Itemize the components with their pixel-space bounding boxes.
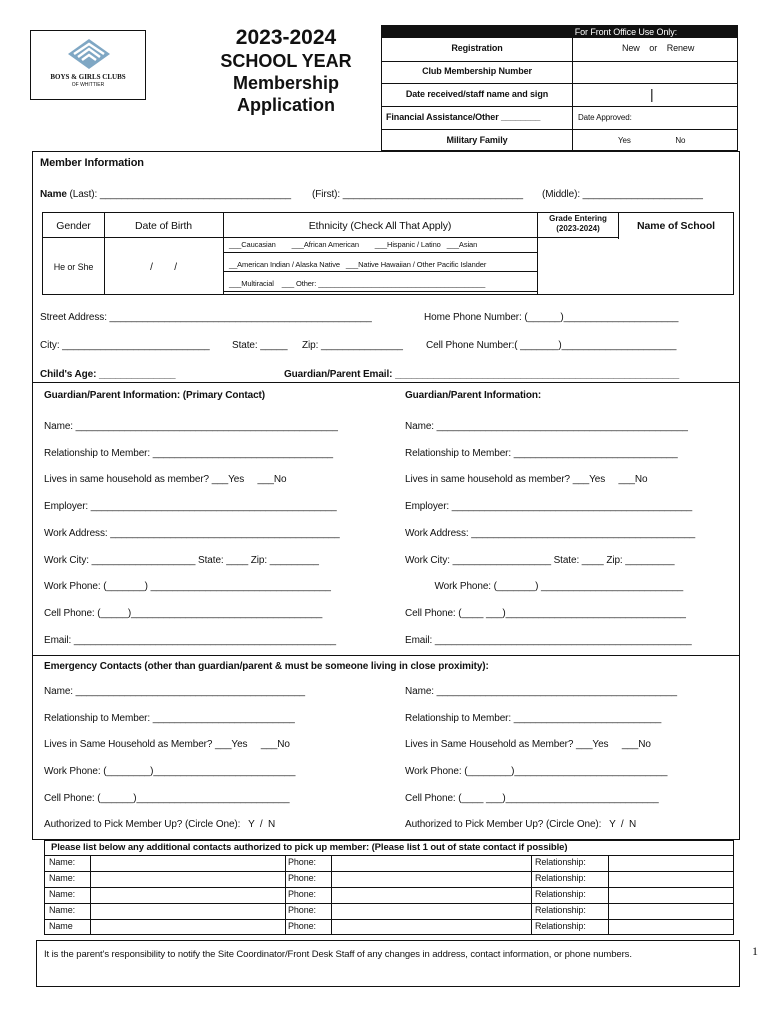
pickup-row-5-relationship: Relationship: xyxy=(535,921,586,931)
office-row-2-label: Club Membership Number xyxy=(422,66,532,76)
col-school: Name of School xyxy=(637,220,715,232)
pickup-row-5-phone: Phone: xyxy=(288,921,316,931)
col-ethnicity: Ethnicity (Check All That Apply) xyxy=(308,220,452,232)
guardian-1-cell-phone[interactable]: Cell Phone: (_____)___________________________________ xyxy=(44,608,323,619)
guardian-2-employer[interactable]: Employer: ____________________________________________ xyxy=(405,501,693,512)
pickup-row-1-phone: Phone: xyxy=(288,857,316,867)
guardian-email-field[interactable]: Guardian/Parent Email: ____________________________________________________ xyxy=(284,369,680,380)
zip-field[interactable]: Zip: _______________ xyxy=(302,340,403,351)
emergency-heading: Emergency Contacts (other than guardian/parent & must be someone living in close proximity): xyxy=(44,661,489,672)
guardian-1-relationship[interactable]: Relationship to Member: _________________________________ xyxy=(44,448,333,459)
emergency-1-name[interactable]: Name: __________________________________________ xyxy=(44,686,306,697)
emergency-1-relationship[interactable]: Relationship to Member: __________________________ xyxy=(44,713,295,724)
guardian-2-name[interactable]: Name: ______________________________________________ xyxy=(405,421,688,432)
office-row-3-value[interactable]: | xyxy=(650,86,654,102)
emergency-1-work-phone[interactable]: Work Phone: (________)__________________________ xyxy=(44,766,296,777)
pickup-row-4-name: Name: xyxy=(49,905,76,915)
pickup-row-3-name: Name: xyxy=(49,889,76,899)
guardian-1-work-phone[interactable]: Work Phone: (_______) _________________________________ xyxy=(44,581,331,592)
guardian-2-work-phone[interactable]: Work Phone: (_______) __________________________ xyxy=(405,581,684,592)
title-block xyxy=(196,26,376,116)
emergency-1-cell-phone[interactable]: Cell Phone: (______)____________________________ xyxy=(44,793,290,804)
pickup-row-2-relationship: Relationship: xyxy=(535,873,586,883)
pickup-row-1-name: Name: xyxy=(49,857,76,867)
boys-girls-club-logo-icon xyxy=(64,37,114,71)
last-name-field[interactable]: (Last): ___________________________________ xyxy=(69,189,292,200)
logo-text-2: OF WHITTIER xyxy=(71,82,105,88)
home-phone-field[interactable]: Home Phone Number: (______)_____________________ xyxy=(424,312,679,323)
pickup-row-3-phone: Phone: xyxy=(288,889,316,899)
office-row-1-label: Registration xyxy=(451,43,503,53)
guardian-1-work-address[interactable]: Work Address: __________________________________________ xyxy=(44,528,340,539)
col-gender: Gender xyxy=(56,220,91,232)
pickup-row-4-phone: Phone: xyxy=(288,905,316,915)
dob-value[interactable]: / / xyxy=(150,262,177,273)
guardian-2-relationship[interactable]: Relationship to Member: ______________________________ xyxy=(405,448,678,459)
title-year: 2023-2024 xyxy=(235,26,337,49)
emergency-2-household[interactable]: Lives in Same Household as Member? ___Yes ___No xyxy=(405,739,651,750)
office-row-4-label: Financial Assistance/Other ________ xyxy=(386,112,541,122)
emergency-2-cell-phone[interactable]: Cell Phone: (____ ___)____________________________ xyxy=(405,793,659,804)
pickup-heading: Please list below any additional contacts authorized to pick up member: (Please list 1 out of state contact if possible) xyxy=(51,842,568,853)
logo-box xyxy=(30,30,146,100)
title-line2: SCHOOL YEAR xyxy=(220,51,352,71)
page-number: 1 xyxy=(752,944,758,958)
emergency-1-authorized[interactable]: Authorized to Pick Member Up? (Circle One): Y / N xyxy=(44,819,276,830)
state-field[interactable]: State: _____ xyxy=(232,340,288,351)
pickup-row-5-name: Name xyxy=(49,921,73,931)
guardian-2-household[interactable]: Lives in same household as member? ___Yes ___No xyxy=(405,474,648,485)
footer-note: It is the parent's responsibility to notify the Site Coordinator/Front Desk Staff of any changes in address, contact information, or phone numbers. xyxy=(44,949,632,960)
first-name-field[interactable]: (First): _________________________________ xyxy=(312,189,523,200)
child-age-field[interactable]: Child's Age: ______________ xyxy=(40,369,176,380)
name-label: Name xyxy=(40,189,67,200)
title-line4: Application xyxy=(237,95,335,115)
logo-text-1: BOYS & GIRLS CLUBS xyxy=(50,73,126,81)
cell-phone-field[interactable]: Cell Phone Number:( _______)_____________________ xyxy=(426,340,677,351)
guardian-2-work-city[interactable]: Work City: __________________ State: ____ Zip: _________ xyxy=(405,555,675,566)
ethnicity-row-2[interactable]: __American Indian / Alaska Native ___Native Hawaiian / Other Pacific Islander xyxy=(229,260,487,269)
member-table xyxy=(42,212,734,295)
pickup-row-2-name: Name: xyxy=(49,873,76,883)
ethnicity-row-3[interactable]: ___Multiracial ___ Other: _________________________________________ xyxy=(229,279,486,288)
emergency-2-work-phone[interactable]: Work Phone: (________)____________________________ xyxy=(405,766,668,777)
street-address-field[interactable]: Street Address: ________________________________________________ xyxy=(40,312,372,323)
pickup-row-3-relationship: Relationship: xyxy=(535,889,586,899)
guardian-2-work-address[interactable]: Work Address: _________________________________________ xyxy=(405,528,696,539)
emergency-2-relationship[interactable]: Relationship to Member: ___________________________ xyxy=(405,713,662,724)
col-grade: Grade Entering (2023-2024) xyxy=(549,214,607,233)
office-row-4-value[interactable]: Date Approved: xyxy=(578,113,632,122)
name-row xyxy=(40,189,291,200)
office-row-5-value[interactable]: Yes No xyxy=(618,136,686,145)
city-field[interactable]: City: ___________________________ xyxy=(40,340,210,351)
office-row-5-label: Military Family xyxy=(446,135,508,145)
middle-name-field[interactable]: (Middle): ______________________ xyxy=(542,189,703,200)
guardian-1-email[interactable]: Email: ________________________________________________ xyxy=(44,635,337,646)
guardian-1-employer[interactable]: Employer: _____________________________________________ xyxy=(44,501,337,512)
member-heading: Member Information xyxy=(40,157,144,169)
pickup-row-2-phone: Phone: xyxy=(288,873,316,883)
guardian-left-heading: Guardian/Parent Information: (Primary Contact) xyxy=(44,390,265,401)
guardian-1-work-city[interactable]: Work City: ___________________ State: ____ Zip: _________ xyxy=(44,555,319,566)
office-row-3-label: Date received/staff name and sign xyxy=(405,89,549,99)
pickup-table xyxy=(44,840,734,935)
emergency-2-name[interactable]: Name: ____________________________________________ xyxy=(405,686,677,697)
pickup-row-4-relationship: Relationship: xyxy=(535,905,586,915)
gender-value[interactable]: He or She xyxy=(53,262,94,272)
col-dob: Date of Birth xyxy=(134,220,193,232)
title-line3: Membership xyxy=(232,73,340,93)
emergency-1-household[interactable]: Lives in Same Household as Member? ___Yes ___No xyxy=(44,739,290,750)
office-row-1-value[interactable]: New or Renew xyxy=(622,43,695,53)
pickup-row-1-relationship: Relationship: xyxy=(535,857,586,867)
footer-note-box xyxy=(36,940,740,987)
ethnicity-row-1[interactable]: ___Caucasian ___African American ___Hispanic / Latino ___Asian xyxy=(229,240,478,249)
office-header-text: For Front Office Use Only: xyxy=(574,27,677,37)
guardian-1-household[interactable]: Lives in same household as member? ___Yes ___No xyxy=(44,474,287,485)
guardian-right-heading: Guardian/Parent Information: xyxy=(405,390,542,401)
emergency-2-authorized[interactable]: Authorized to Pick Member Up? (Circle One): Y / N xyxy=(405,819,637,830)
guardian-2-email[interactable]: Email: _______________________________________________ xyxy=(405,635,692,646)
office-use-table xyxy=(381,25,738,151)
guardian-2-cell-phone[interactable]: Cell Phone: (____ ___)_________________________________ xyxy=(405,608,686,619)
guardian-1-name[interactable]: Name: ________________________________________________ xyxy=(44,421,338,432)
